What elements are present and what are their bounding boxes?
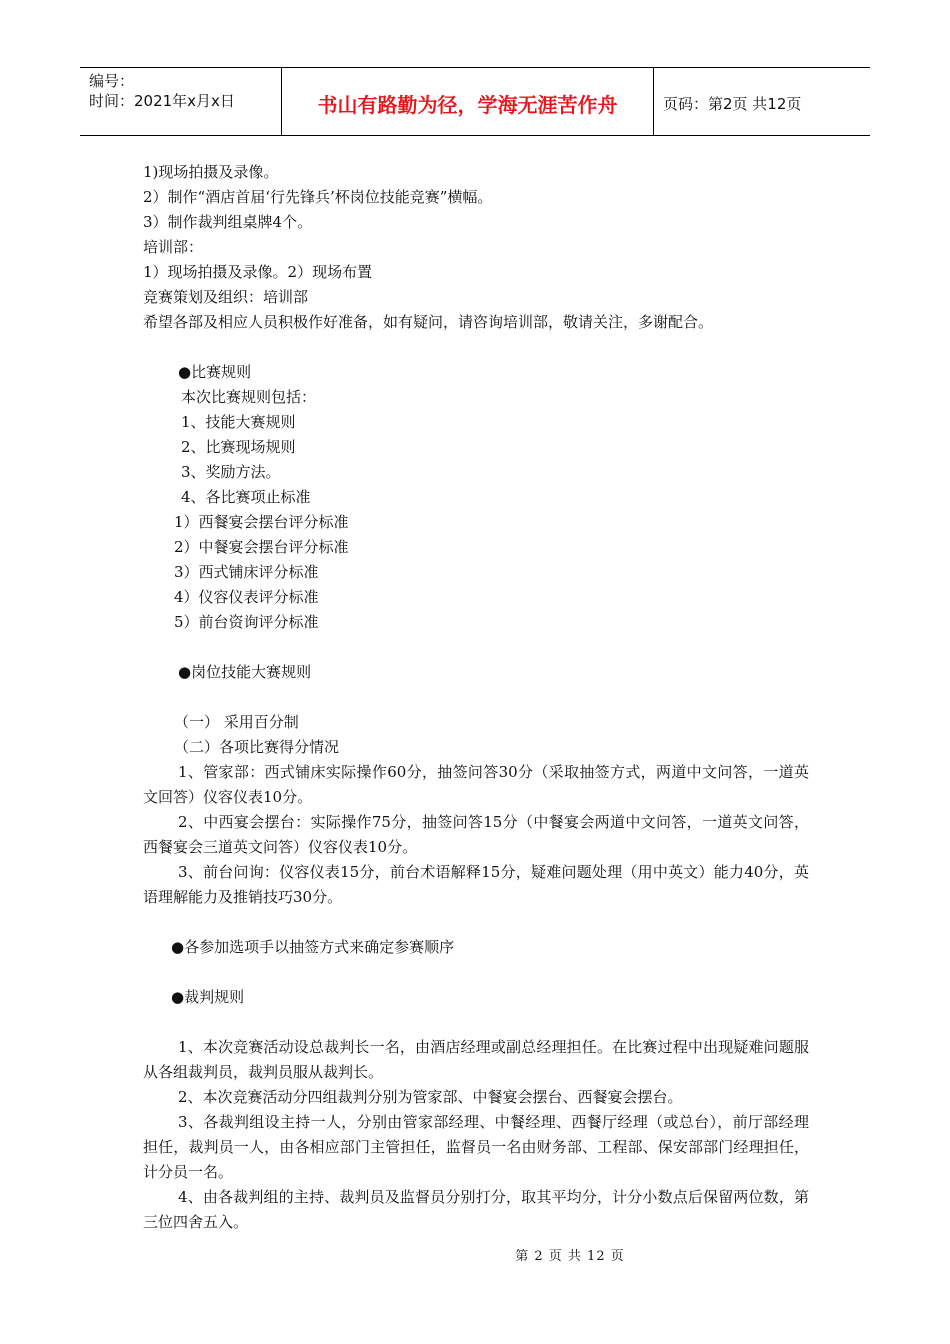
body-paragraph: 1、管家部：西式铺床实际操作60分，抽签问答30分（采取抽签方式，两道中文问答，一道英文回答）仪容仪表10分。	[143, 763, 809, 806]
list-item: 3、奖励方法。	[181, 463, 281, 481]
list-item: 4）仪容仪表评分标准	[174, 588, 319, 606]
body-line: 1）现场拍摄及录像。2）现场布置	[143, 263, 373, 281]
section-heading-judge: ●裁判规则	[171, 988, 245, 1006]
rules-intro: 本次比赛规则包括：	[181, 388, 317, 406]
document-date-label: 时间：2021年x月x日	[89, 92, 235, 110]
body-line: 希望各部及相应人员积极作好准备，如有疑问，请咨询培训部，敬请关注，多谢配合。	[143, 313, 714, 331]
header-motto: 书山有路勤为径，学海无涯苦作舟	[282, 68, 654, 135]
body-paragraph: 2、本次竞赛活动分四组裁判分别为管家部、中餐宴会摆台、西餐宴会摆台。	[178, 1088, 683, 1106]
list-item: 2）中餐宴会摆台评分标准	[174, 538, 349, 556]
list-item: 1、技能大赛规则	[181, 413, 296, 431]
body-paragraph: 4、由各裁判组的主持、裁判员及监督员分别打分，取其平均分，计分小数点后保留两位数，第三位四舍五入。	[143, 1188, 809, 1231]
header-meta-cell	[80, 68, 282, 135]
body-line: 培训部：	[143, 238, 204, 256]
page-footer: 第 2 页 共 12 页	[515, 1249, 625, 1264]
header-page-label: 页码：第2页 共12页	[663, 95, 802, 113]
list-item: （一） 采用百分制	[174, 713, 299, 731]
document-number-label: 编号：	[89, 72, 135, 90]
section-heading-skill: ●岗位技能大赛规则	[178, 663, 312, 681]
body-line: 2）制作“酒店首届‘行先锋兵’杯岗位技能竞赛”横幅。	[143, 188, 493, 206]
body-line: 1)现场拍摄及录像。	[143, 163, 279, 181]
section-heading-rules: ●比赛规则	[178, 363, 252, 381]
document-header	[80, 67, 870, 136]
list-item: 1）西餐宴会摆台评分标准	[174, 513, 349, 531]
list-item: 3）西式铺床评分标准	[174, 563, 319, 581]
body-paragraph: 3、各裁判组设主持一人，分别由管家部经理、中餐经理、西餐厅经理（或总台），前厅部经理担任，裁判员一人，由各相应部门主管担任，监督员一名由财务部、工程部、保安部部门经理担任，计分员一名。	[143, 1113, 809, 1181]
document-body	[143, 160, 809, 1235]
list-item: （二）各项比赛得分情况	[174, 738, 340, 756]
section-heading-draw: ●各参加选项手以抽签方式来确定参赛顺序	[171, 938, 455, 956]
body-paragraph: 1、本次竞赛活动设总裁判长一名，由酒店经理或副总经理担任。在比赛过程中出现疑难问题服从各组裁判员，裁判员服从裁判长。	[143, 1038, 809, 1081]
body-paragraph: 2、中西宴会摆台：实际操作75分，抽签问答15分（中餐宴会两道中文问答，一道英文问答，西餐宴会三道英文问答）仪容仪表10分。	[143, 813, 809, 856]
list-item: 4、各比赛项止标准	[181, 488, 311, 506]
list-item: 5）前台资询评分标准	[174, 613, 319, 631]
body-line: 3）制作裁判组桌牌4个。	[143, 213, 313, 231]
list-item: 2、比赛现场规则	[181, 438, 296, 456]
body-line: 竞赛策划及组织：培训部	[143, 288, 309, 306]
body-paragraph: 3、前台问询：仪容仪表15分，前台术语解释15分，疑难问题处理（用中英文）能力40分，英语理解能力及推销技巧30分。	[143, 863, 809, 906]
